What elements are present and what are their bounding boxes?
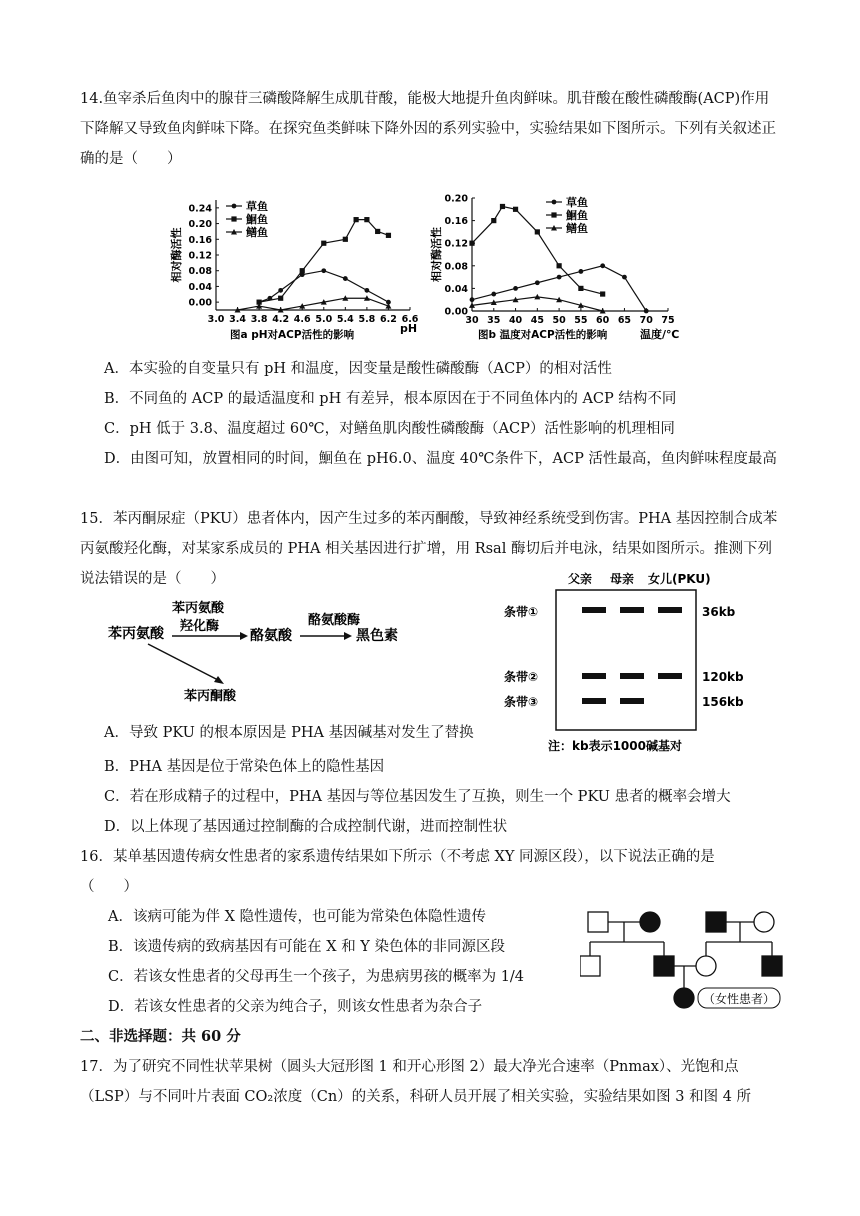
y-axis-label: 相对酶活性	[170, 227, 183, 283]
gel-band	[620, 673, 644, 679]
band-2-size: 120kb	[702, 670, 744, 684]
q16-option-a: A．该病可能为伴 X 隐性遗传，也可能为常染色体隐性遗传	[108, 909, 487, 925]
pedigree	[580, 904, 790, 1014]
q14-option-b: B．不同鱼的 ACP 的最适温度和 pH 有差异，根本原因在于不同鱼体内的 ACP 结构不同	[104, 391, 677, 407]
y-tick-label: 0.20	[188, 219, 212, 231]
section2-title: 二、非选择题：共 60 分	[80, 1028, 241, 1045]
x-tick-label: 70	[639, 315, 653, 326]
gel-band	[658, 673, 682, 679]
q16-option-b: B．该遗传病的致病基因有可能在 X 和 Y 染色体的非同源区段	[108, 939, 505, 955]
x-tick-label: 4.6	[293, 314, 311, 325]
gen2-male-1	[580, 956, 600, 976]
gen2-female-1	[696, 956, 716, 976]
data-point	[386, 233, 391, 238]
data-point	[364, 288, 369, 293]
band-3-size: 156kb	[702, 695, 744, 709]
data-point	[364, 217, 369, 222]
gen1-female-2	[754, 912, 774, 932]
pathway-substrate: 苯丙氨酸	[108, 626, 164, 642]
data-point	[300, 268, 305, 273]
legend-label: 鳝鱼	[246, 226, 268, 239]
data-point	[491, 292, 496, 297]
data-point	[491, 218, 496, 223]
x-tick-label: 30	[465, 315, 479, 326]
y-tick-label: 0.20	[444, 193, 468, 205]
data-point	[470, 297, 475, 302]
pathway-product2: 黑色素	[356, 628, 398, 644]
data-point	[343, 237, 348, 242]
q15-option-d: D．以上体现了基因通过控制酶的合成控制代谢，进而控制性状	[104, 819, 508, 835]
data-point	[600, 263, 605, 268]
legend-label: 鮰鱼	[566, 209, 588, 222]
legend-marker	[232, 204, 237, 209]
data-point	[557, 263, 562, 268]
y-tick-label: 0.12	[188, 250, 212, 262]
x-axis-label: 温度/℃	[640, 328, 680, 341]
data-point	[321, 268, 326, 273]
x-tick-label: 3.0	[207, 314, 225, 325]
pathway-product1: 酪氨酸	[250, 628, 292, 644]
data-point	[513, 207, 518, 212]
band-3-label: 条带③	[504, 695, 539, 709]
y-tick-label: 0.08	[188, 266, 212, 278]
x-tick-label: 60	[596, 315, 610, 326]
x-tick-label: 5.8	[358, 314, 376, 325]
chart-title: 图a pH对ACP活性的影响	[230, 329, 355, 341]
y-tick-label: 0.08	[444, 261, 468, 273]
gel-note: 注：kb表示1000碱基对	[548, 739, 682, 753]
y-tick-label: 0.24	[188, 203, 212, 215]
data-point	[278, 296, 283, 301]
gen3-female-proband	[674, 988, 694, 1008]
x-tick-label: 45	[530, 315, 544, 326]
legend-label: 草鱼	[246, 200, 268, 213]
q14-option-d: D．由图可知，放置相同的时间，鮰鱼在 pH6.0、温度 40℃条件下，ACP 活性最高，鱼肉鲜味程度最高	[104, 451, 777, 467]
gel-lane-daughter: 女儿(PKU)	[648, 572, 711, 586]
q16-option-c: C．若该女性患者的父母再生一个孩子，为患病男孩的概率为 1/4	[108, 969, 525, 985]
legend-marker	[231, 216, 236, 221]
data-point	[500, 204, 505, 209]
gel-band	[658, 607, 682, 613]
legend-marker	[551, 212, 556, 217]
q15-option-a: A．导致 PKU 的根本原因是 PHA 基因碱基对发生了替换	[104, 725, 474, 741]
data-point	[354, 217, 359, 222]
gen1-female-1-affected	[640, 912, 660, 932]
data-point	[278, 288, 283, 293]
y-axis-label: 相对酶活性	[430, 227, 443, 282]
gel-lane-mother: 母亲	[610, 572, 635, 586]
y-tick-label: 0.04	[188, 281, 212, 293]
data-point	[535, 280, 540, 285]
x-tick-label: 50	[552, 315, 566, 326]
q17-stem: 17．为了研究不同性状苹果树（圆头大冠形图 1 和开心形图 2）最大净光合速率（Pnmax）、光饱和点（LSP）与不同叶片表面 CO₂浓度（Cn）的关系，科研人员开展了相关实验，实验结果如图 3 和图 4 所	[80, 1059, 752, 1105]
legend-label: 草鱼	[566, 196, 588, 209]
x-tick-label: 4.2	[272, 314, 290, 325]
q15-stem: 15．苯丙酮尿症（PKU）患者体内，因产生过多的苯丙酮酸，导致神经系统受到伤害。PHA 基因控制合成苯丙氨酸羟化酶，对某家系成员的 PHA 相关基因进行扩增，用 Rsal 酶切后并电泳，结果如图所示。推测下列说法错误的是（ ）	[80, 511, 778, 587]
data-point	[513, 286, 518, 291]
chart-a	[168, 186, 428, 346]
y-tick-label: 0.00	[188, 297, 212, 309]
gen2-male-2-affected	[654, 956, 674, 976]
x-tick-label: 55	[574, 315, 588, 326]
band-1-size: 36kb	[702, 605, 736, 619]
data-point	[578, 269, 583, 274]
gel-band	[582, 607, 606, 613]
gen1-male-1	[588, 912, 608, 932]
pathway-enzyme2: 酪氨酸酶	[308, 613, 361, 628]
data-point	[469, 241, 474, 246]
data-point	[578, 286, 583, 291]
y-tick-label: 0.16	[444, 216, 468, 228]
gen1-male-2-affected	[706, 912, 726, 932]
y-tick-label: 0.04	[444, 283, 468, 295]
legend-marker	[552, 200, 557, 205]
band-2-label: 条带②	[504, 670, 539, 684]
data-point	[557, 275, 562, 280]
data-point	[644, 309, 649, 314]
data-point	[343, 276, 348, 281]
q16-option-d: D．若该女性患者的父亲为纯合子，则该女性患者为杂合子	[108, 999, 483, 1015]
band-1-label: 条带①	[504, 605, 539, 619]
x-tick-label: 6.2	[380, 314, 397, 325]
gel-band	[620, 698, 644, 704]
data-point	[321, 241, 326, 246]
pathway-enzyme1-line2: 羟化酶	[180, 619, 220, 634]
q16-stem-line2: （ ）	[80, 879, 138, 895]
data-point	[375, 229, 380, 234]
x-tick-label: 65	[617, 315, 632, 326]
q14-option-a: A．本实验的自变量只有 pH 和温度，因变量是酸性磷酸酶（ACP）的相对活性	[104, 361, 612, 377]
legend-label: 鮰鱼	[246, 213, 268, 226]
q14-stem: 14.鱼宰杀后鱼肉中的腺苷三磷酸降解生成肌苷酸，能极大地提升鱼肉鲜味。肌苷酸在酸性磷酸酶(ACP)作用下降解又导致鱼肉鲜味下降。在探究鱼类鲜味下降外因的系列实验中，实验结果如下图所示。下列有关叙述正确的是（ ）	[80, 91, 776, 167]
gel-band	[582, 698, 606, 704]
chart-b	[428, 178, 718, 348]
gel-band	[582, 673, 606, 679]
pathway-diagram	[100, 596, 430, 706]
y-tick-label: 0.12	[444, 238, 468, 250]
gel-lane-father: 父亲	[568, 572, 593, 586]
pathway-side-product: 苯丙酮酸	[184, 689, 237, 704]
x-axis-label: pH	[400, 322, 418, 335]
x-tick-label: 3.4	[229, 314, 246, 325]
q14-option-c: C．pH 低于 3.8、温度超过 60℃，对鳝鱼肌肉酸性磷酸酶（ACP）活性影响的机理相同	[104, 421, 675, 437]
x-tick-label: 35	[487, 315, 501, 326]
x-tick-label: 5.0	[315, 314, 333, 325]
q15-option-c: C．若在形成精子的过程中，PHA 基因与等位基因发生了互换，则生一个 PKU 患者的概率会增大	[104, 789, 731, 805]
y-tick-label: 0.00	[444, 306, 468, 318]
pedigree-label: （女性患者）	[703, 992, 776, 1006]
x-tick-label: 75	[661, 315, 675, 326]
q15-option-b: B．PHA 基因是位于常染色体上的隐性基因	[104, 759, 385, 775]
gen2-male-3-affected	[762, 956, 782, 976]
pathway-enzyme1-line1: 苯丙氨酸	[172, 601, 225, 616]
data-point	[535, 229, 540, 234]
x-tick-label: 40	[508, 315, 523, 326]
legend-label: 鳝鱼	[566, 222, 588, 235]
x-tick-label: 3.8	[250, 314, 268, 325]
y-tick-label: 0.16	[188, 234, 212, 246]
data-point	[600, 291, 605, 296]
data-point	[622, 275, 627, 280]
q16-stem-line1: 16．某单基因遗传病女性患者的家系遗传结果如下所示（不考虑 XY 同源区段），以下说法正确的是	[80, 849, 715, 865]
chart-title: 图b 温度对ACP活性的影响	[478, 329, 608, 341]
x-tick-label: 6.6	[401, 314, 419, 325]
gel-band	[620, 607, 644, 613]
x-tick-label: 5.4	[336, 314, 354, 325]
series-line	[472, 266, 646, 311]
